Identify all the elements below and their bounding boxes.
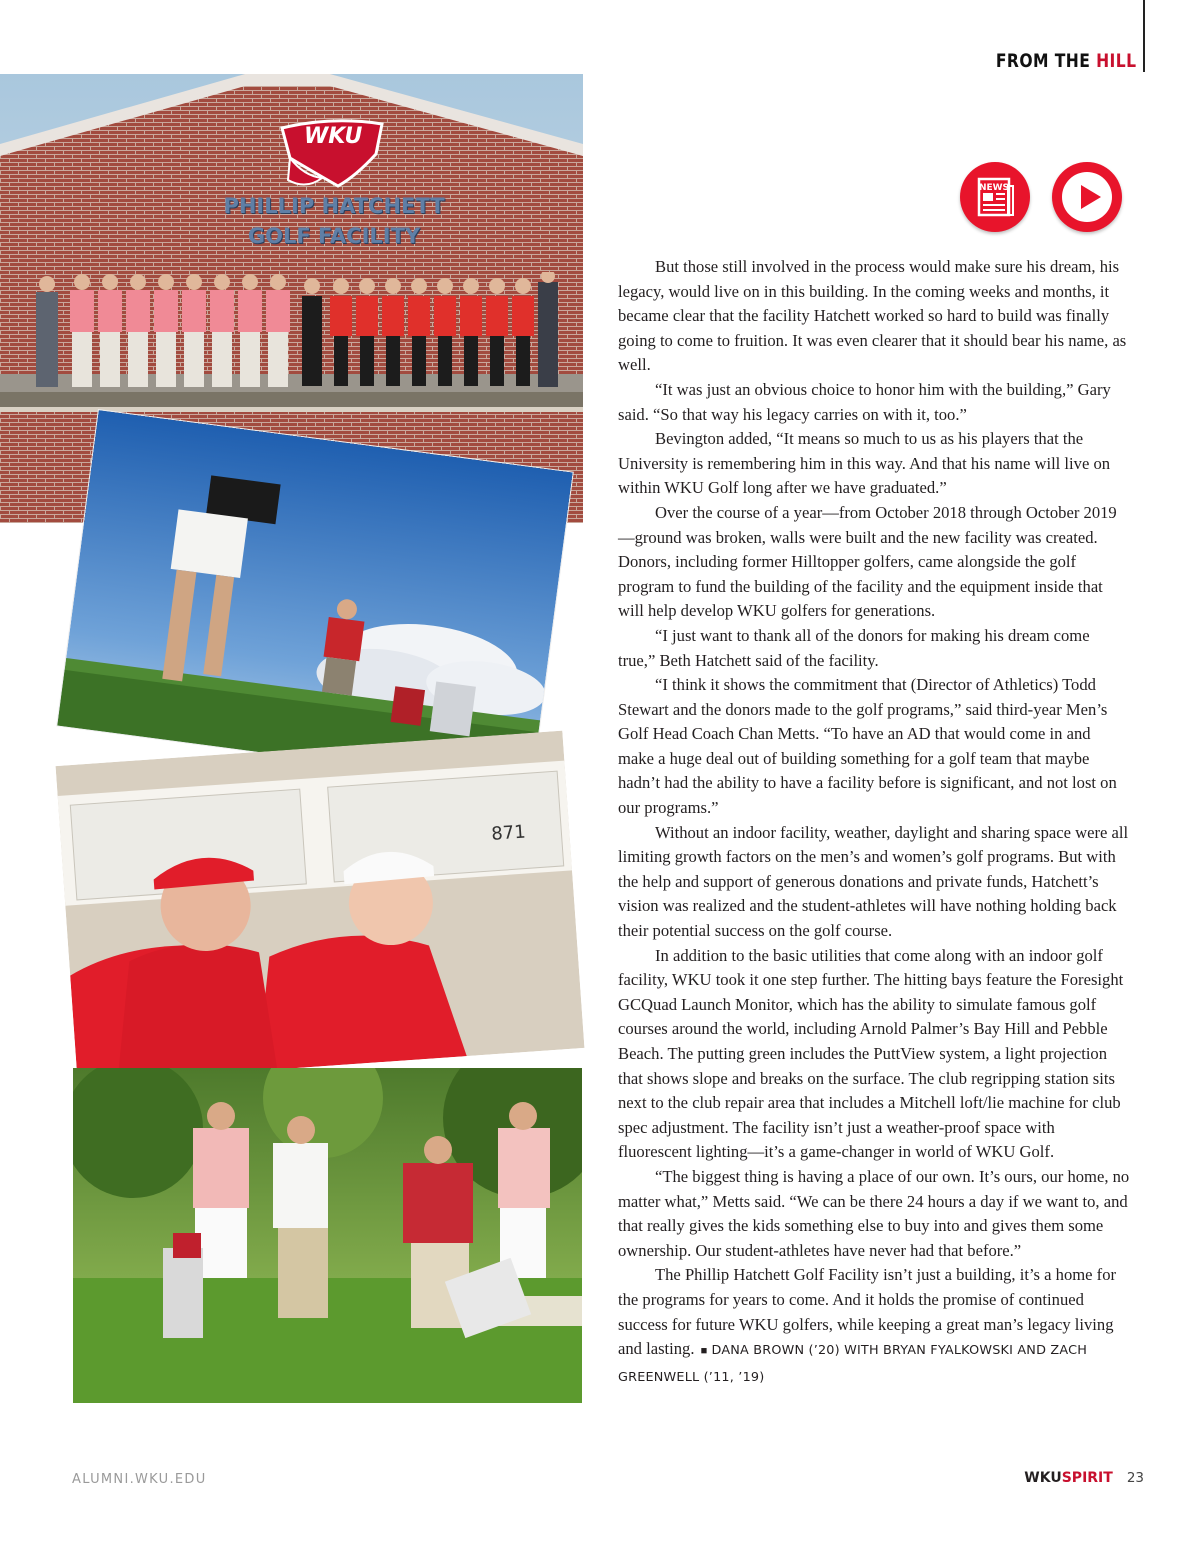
section-label-prefix: FROM THE <box>995 50 1090 72</box>
article-final-paragraph <box>618 1263 1130 1390</box>
section-label <box>995 50 1136 72</box>
article-paragraph: But those still involved in the process would make sure his dream, his legacy, would live on in this building. In the coming weeks and months, it became clear that the facility Hatchett worked so hard to build was finally going to come to fruition. It was even clearer that it should bear his name, as well. <box>618 257 1127 375</box>
news-button[interactable] <box>960 162 1030 232</box>
photo-coach-and-player <box>56 731 585 1084</box>
play-video-button[interactable] <box>1052 162 1122 232</box>
team-figures <box>30 272 560 390</box>
footer-website: ALUMNI.WKU.EDU <box>72 1472 207 1487</box>
article-body <box>618 255 1130 1390</box>
article-paragraph: “I think it shows the commitment that (Director of Athletics) Todd Stewart and the donors made to the golf programs,” said third-year Men’s Golf Head Coach Chan Metts. “To have an AD that would come in and make a huge deal out of building something for a golf team that maybe hadn’t had the ability to have a facility before is significant, and not lost on our programs.” <box>618 675 1117 818</box>
article-paragraph: Bevington added, “It means so much to us as his players that the University is remembering him in this way. And that his name will live on within WKU Golf long after we have graduated.” <box>618 429 1111 498</box>
article-paragraph: “I just want to thank all of the donors for making his dream come true,” Beth Hatchett said of the facility. <box>618 625 1090 670</box>
article-paragraph: “The biggest thing is having a place of our own. It’s ours, our home, no matter what,” Metts said. “We can be there 24 hours a day if we want to, and that really gives the kids something else to buy into and gives them some ownership. Our student-athletes have never had that before.” <box>618 1166 1130 1260</box>
section-label-accent: HILL <box>1095 50 1136 72</box>
article-paragraph: Over the course of a year—from October 2018 through October 2019—ground was broken, walls were built and the new facility was created. Donors, including former Hilltopper golfers, came alongside the golf program to fund the building of the facility and the equipment inside that will help develop WKU golfers for generations. <box>618 502 1117 621</box>
end-mark: ■ <box>700 1345 708 1358</box>
header-divider <box>1143 0 1145 72</box>
scoreboard-number: 871 <box>490 821 527 845</box>
article-paragraph: Without an indoor facility, weather, daylight and sharing space were all limiting growth factors on the men’s and women’s golf programs. But with the help and support of generous donations and private funds, Hatchett’s vision was realized and the student-athletes will have nothing holding back their potential success on the golf course. <box>618 822 1129 941</box>
sign-line-2: GOLF FACILITY <box>247 224 421 248</box>
news-icon-label: NEWS <box>978 183 1010 193</box>
author-credit: DANA BROWN (’20) WITH BRYAN FYALKOWSKI AND ZACH GREENWELL (’11, ’19) <box>618 1343 1088 1385</box>
news-icon <box>960 162 1030 232</box>
footer-brand-wku: WKU <box>1024 1470 1062 1486</box>
final-paragraph-text: The Phillip Hatchett Golf Facility isn’t just a building, it’s a home for the programs for years to come. And it holds the promise of continued success for future WKU golfers, while keeping a great man’s legacy living and lasting. <box>618 1265 1117 1359</box>
play-icon <box>1052 162 1122 232</box>
article-paragraph: In addition to the basic utilities that come along with an indoor golf facility, WKU took it one step further. The hitting bays feature the Foresight GCQuad Launch Monitor, which has the ability to simulate famous golf courses around the world, including Arnold Palmer’s Bay Hill and Pebble Beach. The putting green includes the PuttView system, a light projection that shows slope and breaks on the surface. The club regripping station sits next to the club repair area that includes a Mitchell loft/lie machine for club spec adjustment. The facility isn’t just a weather-proof space with fluorescent lighting—it’s a game-changer in world of WKU Golf. <box>618 945 1124 1162</box>
photo-golfers-on-course <box>73 1068 582 1403</box>
article-paragraph: “It was just an obvious choice to honor him with the building,” Gary said. “So that way his legacy carries on with it, too.” <box>618 379 1111 424</box>
footer-brand-spirit: SPIRIT <box>1061 1470 1113 1486</box>
footer-branding <box>1024 1470 1144 1486</box>
photo-golfer-swing <box>57 410 572 788</box>
sign-line-1: PHILLIP HATCHETT <box>223 194 445 218</box>
sign-logo-text: WKU <box>304 124 363 149</box>
page-number: 23 <box>1126 1470 1144 1486</box>
